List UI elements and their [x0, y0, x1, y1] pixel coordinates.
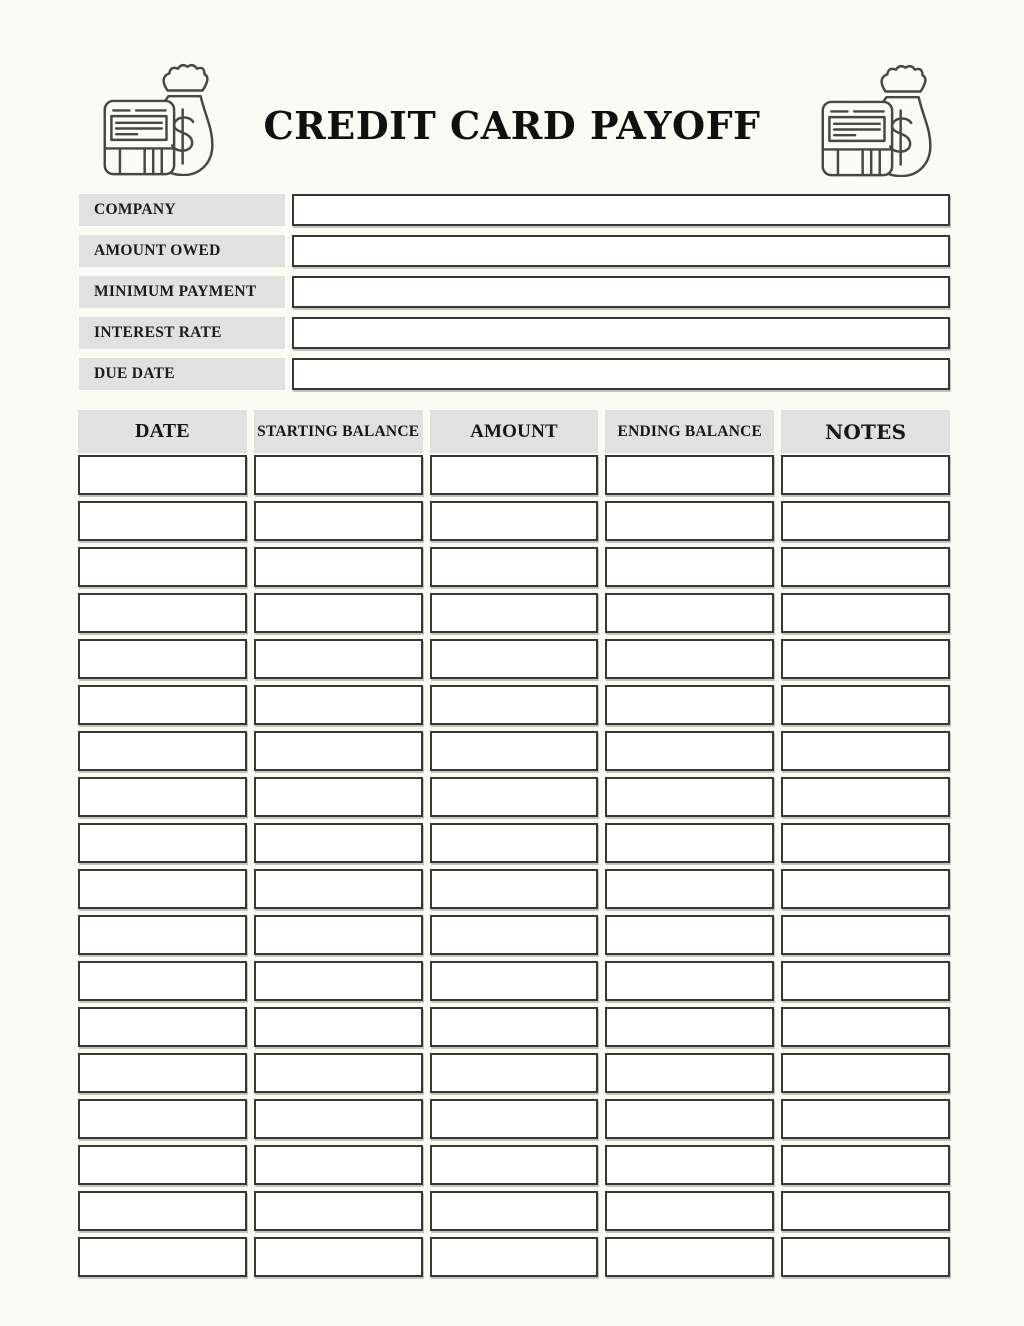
interest-rate-label: INTEREST RATE — [79, 317, 285, 349]
table-cell-notes-row8[interactable] — [781, 777, 950, 817]
table-cell-ending-balance-row15[interactable] — [605, 1099, 774, 1139]
calculator-money-bag-icon — [818, 63, 932, 177]
table-cell-amount-row15[interactable] — [430, 1099, 599, 1139]
table-cell-notes-row7[interactable] — [781, 731, 950, 771]
table-cell-ending-balance-row9[interactable] — [605, 823, 774, 863]
form-row-minimum-payment — [79, 276, 950, 308]
column-header-amount: AMOUNT — [430, 410, 599, 453]
table-cell-amount-row14[interactable] — [430, 1053, 599, 1093]
table-cell-amount-row2[interactable] — [430, 501, 599, 541]
table-cell-amount-row9[interactable] — [430, 823, 599, 863]
table-cell-starting-balance-row17[interactable] — [254, 1191, 423, 1231]
table-cell-date-row3[interactable] — [78, 547, 247, 587]
table-cell-amount-row3[interactable] — [430, 547, 599, 587]
table-cell-notes-row6[interactable] — [781, 685, 950, 725]
table-cell-date-row8[interactable] — [78, 777, 247, 817]
table-cell-date-row9[interactable] — [78, 823, 247, 863]
table-cell-date-row2[interactable] — [78, 501, 247, 541]
table-cell-date-row18[interactable] — [78, 1237, 247, 1277]
table-cell-starting-balance-row7[interactable] — [254, 731, 423, 771]
table-cell-amount-row4[interactable] — [430, 593, 599, 633]
interest-rate-input[interactable] — [292, 317, 950, 349]
table-cell-ending-balance-row6[interactable] — [605, 685, 774, 725]
table-cell-ending-balance-row14[interactable] — [605, 1053, 774, 1093]
table-cell-starting-balance-row15[interactable] — [254, 1099, 423, 1139]
table-cell-ending-balance-row11[interactable] — [605, 915, 774, 955]
table-cell-date-row7[interactable] — [78, 731, 247, 771]
table-cell-amount-row8[interactable] — [430, 777, 599, 817]
table-cell-ending-balance-row13[interactable] — [605, 1007, 774, 1047]
table-cell-ending-balance-row18[interactable] — [605, 1237, 774, 1277]
account-info-form — [79, 194, 950, 390]
table-cell-date-row6[interactable] — [78, 685, 247, 725]
table-cell-notes-row9[interactable] — [781, 823, 950, 863]
table-cell-date-row1[interactable] — [78, 455, 247, 495]
table-cell-starting-balance-row5[interactable] — [254, 639, 423, 679]
table-cell-amount-row10[interactable] — [430, 869, 599, 909]
table-cell-date-row17[interactable] — [78, 1191, 247, 1231]
table-cell-ending-balance-row12[interactable] — [605, 961, 774, 1001]
column-header-notes: NOTES — [781, 410, 950, 453]
form-row-company — [79, 194, 950, 226]
table-cell-date-row5[interactable] — [78, 639, 247, 679]
table-cell-starting-balance-row13[interactable] — [254, 1007, 423, 1047]
table-cell-amount-row11[interactable] — [430, 915, 599, 955]
table-cell-ending-balance-row5[interactable] — [605, 639, 774, 679]
column-header-date: DATE — [78, 410, 247, 453]
table-cell-notes-row14[interactable] — [781, 1053, 950, 1093]
table-cell-date-row15[interactable] — [78, 1099, 247, 1139]
table-cell-amount-row12[interactable] — [430, 961, 599, 1001]
table-cell-starting-balance-row6[interactable] — [254, 685, 423, 725]
table-cell-amount-row6[interactable] — [430, 685, 599, 725]
table-cell-starting-balance-row3[interactable] — [254, 547, 423, 587]
column-header-starting-balance: STARTING BALANCE — [254, 410, 423, 453]
table-cell-ending-balance-row16[interactable] — [605, 1145, 774, 1185]
table-cell-ending-balance-row3[interactable] — [605, 547, 774, 587]
table-cell-notes-row16[interactable] — [781, 1145, 950, 1185]
payoff-log-table — [78, 410, 950, 1277]
table-cell-amount-row17[interactable] — [430, 1191, 599, 1231]
table-cell-ending-balance-row2[interactable] — [605, 501, 774, 541]
table-cell-starting-balance-row10[interactable] — [254, 869, 423, 909]
minimum-payment-input[interactable] — [292, 276, 950, 308]
table-cell-date-row12[interactable] — [78, 961, 247, 1001]
table-cell-starting-balance-row8[interactable] — [254, 777, 423, 817]
table-cell-starting-balance-row2[interactable] — [254, 501, 423, 541]
table-cell-starting-balance-row16[interactable] — [254, 1145, 423, 1185]
table-cell-notes-row5[interactable] — [781, 639, 950, 679]
table-cell-ending-balance-row17[interactable] — [605, 1191, 774, 1231]
table-cell-amount-row5[interactable] — [430, 639, 599, 679]
table-cell-amount-row16[interactable] — [430, 1145, 599, 1185]
table-cell-amount-row7[interactable] — [430, 731, 599, 771]
table-header-row — [78, 410, 950, 453]
table-cell-ending-balance-row4[interactable] — [605, 593, 774, 633]
table-cell-date-row4[interactable] — [78, 593, 247, 633]
table-cell-notes-row15[interactable] — [781, 1099, 950, 1139]
table-cell-amount-row18[interactable] — [430, 1237, 599, 1277]
table-cell-notes-row13[interactable] — [781, 1007, 950, 1047]
due-date-input[interactable] — [292, 358, 950, 390]
table-cell-amount-row13[interactable] — [430, 1007, 599, 1047]
table-cell-date-row11[interactable] — [78, 915, 247, 955]
table-cell-date-row14[interactable] — [78, 1053, 247, 1093]
amount-owed-label: AMOUNT OWED — [79, 235, 285, 267]
table-cell-notes-row1[interactable] — [781, 455, 950, 495]
table-cell-ending-balance-row10[interactable] — [605, 869, 774, 909]
table-body — [78, 455, 950, 1277]
form-row-interest-rate — [79, 317, 950, 349]
page-title: CREDIT CARD PAYOFF — [263, 103, 761, 148]
table-cell-notes-row2[interactable] — [781, 501, 950, 541]
table-cell-starting-balance-row4[interactable] — [254, 593, 423, 633]
table-cell-date-row10[interactable] — [78, 869, 247, 909]
table-cell-starting-balance-row14[interactable] — [254, 1053, 423, 1093]
table-cell-notes-row3[interactable] — [781, 547, 950, 587]
table-cell-starting-balance-row11[interactable] — [254, 915, 423, 955]
table-cell-notes-row10[interactable] — [781, 869, 950, 909]
table-cell-starting-balance-row1[interactable] — [254, 455, 423, 495]
amount-owed-input[interactable] — [292, 235, 950, 267]
column-header-ending-balance: ENDING BALANCE — [605, 410, 774, 453]
table-cell-notes-row4[interactable] — [781, 593, 950, 633]
form-row-due-date — [79, 358, 950, 390]
table-cell-starting-balance-row18[interactable] — [254, 1237, 423, 1277]
table-cell-notes-row12[interactable] — [781, 961, 950, 1001]
table-cell-amount-row1[interactable] — [430, 455, 599, 495]
table-cell-starting-balance-row9[interactable] — [254, 823, 423, 863]
company-input[interactable] — [292, 194, 950, 226]
table-cell-notes-row11[interactable] — [781, 915, 950, 955]
table-cell-ending-balance-row1[interactable] — [605, 455, 774, 495]
form-row-amount-owed — [79, 235, 950, 267]
table-cell-ending-balance-row7[interactable] — [605, 731, 774, 771]
company-label: COMPANY — [79, 194, 285, 226]
table-cell-notes-row17[interactable] — [781, 1191, 950, 1231]
table-cell-notes-row18[interactable] — [781, 1237, 950, 1277]
table-cell-date-row13[interactable] — [78, 1007, 247, 1047]
table-cell-ending-balance-row8[interactable] — [605, 777, 774, 817]
table-cell-starting-balance-row12[interactable] — [254, 961, 423, 1001]
minimum-payment-label: MINIMUM PAYMENT — [79, 276, 285, 308]
due-date-label: DUE DATE — [79, 358, 285, 390]
table-cell-date-row16[interactable] — [78, 1145, 247, 1185]
